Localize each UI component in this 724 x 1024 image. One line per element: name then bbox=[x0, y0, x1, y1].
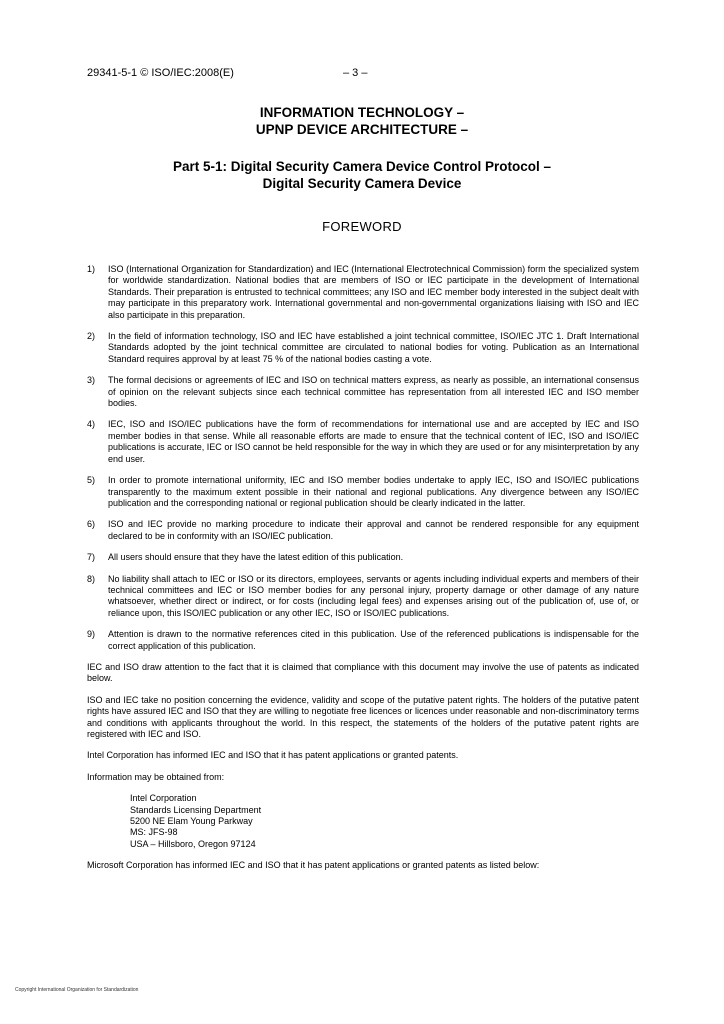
title-line-1: INFORMATION TECHNOLOGY – bbox=[259, 105, 465, 120]
list-item-text: The formal decisions or agreements of IEC and ISO on technical matters express, as nearly as possible, an international consensus of opinion on the relevant subjects since each technical committee has representation from all interested IEC and ISO member bodies. bbox=[108, 375, 639, 409]
foreword-body bbox=[87, 264, 639, 882]
list-item-number: 9) bbox=[87, 629, 96, 640]
address-line: Intel Corporation bbox=[130, 793, 197, 804]
list-item-number: 1) bbox=[87, 264, 96, 274]
list-item-text: ISO (International Organization for Standardization) and IEC (International Electrotechnical Commission) form the specialized system for worldwide standardization. National bodies that are members of ISO or IEC participate in the development of International Standards. Their preparation is entrusted to technical committees; any ISO and IEC member body interested in the subject dealt with may participate in this preparatory work. International governmental and non-governmental organizations liaising with ISO and IEC also participate in this preparation. bbox=[108, 264, 639, 320]
microsoft-patent-paragraph: Microsoft Corporation has informed IEC and ISO that it has patent applications or granted patents as listed below: bbox=[87, 860, 540, 871]
list-item bbox=[87, 331, 639, 365]
title-line-2: UPNP DEVICE ARCHITECTURE – bbox=[255, 122, 469, 137]
patent-notice-paragraph: IEC and ISO draw attention to the fact that it is claimed that compliance with this document may involve the use of patents as indicated below. bbox=[87, 661, 639, 684]
list-item-text: Attention is drawn to the normative references cited in this publication. Use of the referenced publications is indispensable for the correct application of this publication. bbox=[108, 629, 639, 651]
list-item-number: 3) bbox=[87, 375, 96, 386]
list-item bbox=[87, 375, 639, 409]
list-item-number: 8) bbox=[87, 573, 96, 584]
part-title bbox=[0, 158, 724, 192]
information-paragraph: Information may be obtained from: bbox=[87, 771, 225, 782]
list-item-number: 5) bbox=[87, 475, 96, 486]
part-title-line-1: Part 5-1: Digital Security Camera Device Control Protocol – bbox=[172, 159, 552, 174]
list-item-text: IEC, ISO and ISO/IEC publications have the form of recommendations for international use and are accepted by IEC and ISO member bodies in that sense. While all reasonable efforts are made to ensure that the technical content of IEC, ISO and ISO/IEC publications is accurate, IEC or ISO cannot be held responsible for the way in which they are used or for any misinterpretation by any end user. bbox=[108, 419, 639, 464]
address-line: Standards Licensing Department bbox=[130, 804, 262, 815]
address-line: 5200 NE Elam Young Parkway bbox=[130, 816, 253, 827]
list-item bbox=[87, 519, 639, 542]
address-line: USA – Hillsboro, Oregon 97124 bbox=[130, 838, 256, 849]
list-item bbox=[87, 552, 639, 563]
foreword-heading: FOREWORD bbox=[322, 219, 402, 234]
document-id: 29341-5-1 © ISO/IEC:2008(E) bbox=[87, 67, 234, 79]
list-item bbox=[87, 264, 639, 321]
address-line: MS: JFS-98 bbox=[130, 827, 178, 838]
list-item-text: No liability shall attach to IEC or ISO or its directors, employees, servants or agents including individual experts and members of their technical committees and IEC or ISO member bodies for any personal injury, property damage or other damage of any nature whatsoever, whether direct or indirect, or for costs (including legal fees) and expenses arising out of the publication of, use of, or reliance upon, this ISO/IEC publication or any other IEC, ISO or ISO/IEC publications. bbox=[108, 573, 639, 618]
intel-patent-paragraph: Intel Corporation has informed IEC and ISO that it has patent applications or granted patents. bbox=[87, 750, 459, 761]
list-item bbox=[87, 419, 639, 465]
part-title-line-2: Digital Security Camera Device bbox=[262, 176, 462, 191]
list-item bbox=[87, 475, 639, 509]
list-item bbox=[87, 629, 639, 652]
copyright-footer: Copyright International Organization for Standardization bbox=[15, 987, 139, 993]
document-title bbox=[0, 104, 724, 138]
list-item-text: In the field of information technology, ISO and IEC have established a joint technical committee, ISO/IEC JTC 1. Draft International Standards adopted by the joint technical committee are circulated to national bodies for voting. Publication as an International Standard requires approval by at least 75 % of the national bodies casting a vote. bbox=[108, 331, 639, 364]
list-item-number: 7) bbox=[87, 552, 96, 563]
list-item bbox=[87, 574, 639, 620]
list-item-number: 2) bbox=[87, 331, 96, 342]
list-item-number: 6) bbox=[87, 519, 96, 530]
list-item-number: 4) bbox=[87, 419, 96, 430]
list-item-text: All users should ensure that they have the latest edition of this publication. bbox=[108, 552, 404, 563]
list-item-text: In order to promote international uniformity, IEC and ISO member bodies undertake to apply IEC, ISO and ISO/IEC publications transparently to the maximum extent possible in their national and regional publications. Any divergence between any ISO/IEC publication and the corresponding national or regional publication should be clearly indicated in the latter. bbox=[108, 475, 639, 508]
list-item-text: ISO and IEC provide no marking procedure to indicate their approval and cannot be rendered responsible for any equipment declared to be in conformity with an ISO/IEC publication. bbox=[108, 519, 639, 541]
page-number: – 3 – bbox=[343, 67, 368, 79]
patent-position-paragraph: ISO and IEC take no position concerning the evidence, validity and scope of the putative patent rights. The holders of the putative patent rights have assured IEC and ISO that they are willing to negotiate free licences or licences under reasonable and non-discriminatory terms and conditions with applicants throughout the world. In this respect, the statements of the holders of the putative patent rights are registered with IEC and ISO. bbox=[87, 694, 639, 739]
intel-address bbox=[130, 793, 639, 850]
